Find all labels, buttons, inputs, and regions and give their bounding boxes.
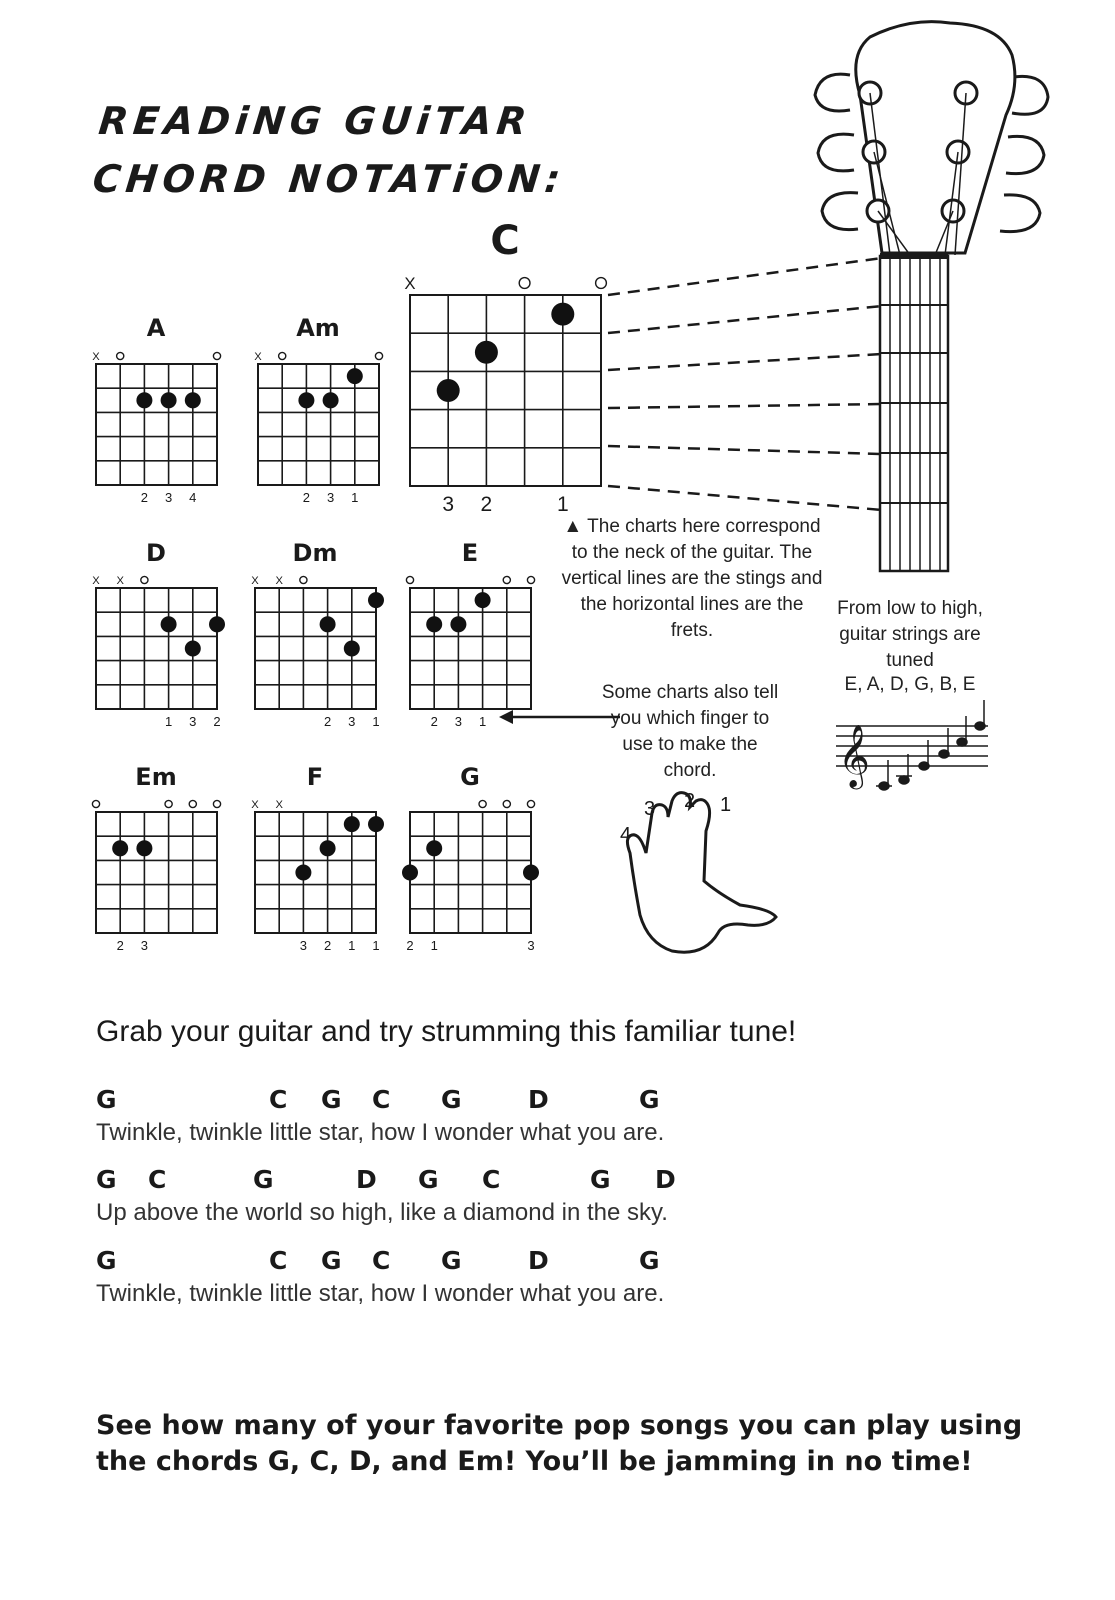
chord-f-muted-string-marker: X (251, 799, 259, 811)
chord-e-open-string-marker (527, 576, 534, 583)
chord-d-finger-dot (161, 616, 177, 632)
tune-intro: Grab your guitar and try strumming this familiar tune! (96, 1015, 797, 1048)
chord-em-open-string-marker (213, 800, 220, 807)
chord-am-finger-dot (347, 368, 363, 384)
song-chord: C (269, 1246, 288, 1275)
chord-name-am: Am (296, 314, 340, 342)
connector-lines (600, 240, 890, 530)
chord-g-open-string-marker (503, 800, 510, 807)
chord-a-finger-number: 3 (164, 490, 173, 505)
chord-g-grid (410, 812, 531, 933)
chord-a-grid (96, 364, 217, 485)
chord-a-finger-dot (185, 392, 201, 408)
chord-f-grid (255, 812, 376, 933)
hand-icon (600, 785, 790, 960)
chord-c-large-finger-dot (437, 379, 460, 402)
chord-a-open-string-marker (117, 352, 124, 359)
chord-dm-finger-dot (368, 592, 384, 608)
chord-e-finger-dot (426, 616, 442, 632)
chord-d-muted-string-marker: X (92, 575, 100, 587)
chord-f-finger-number: 1 (372, 938, 380, 953)
chord-c-large-open-string-marker (519, 278, 530, 289)
chord-d-muted-string-marker: X (116, 575, 124, 587)
chord-em-grid (96, 812, 217, 933)
chord-a-finger-dot (136, 392, 152, 408)
song-chord: G (441, 1246, 462, 1275)
chord-a-finger-number: 4 (189, 490, 197, 505)
page-title-line-1: READiNG GUiTAR (96, 99, 534, 143)
chord-am-finger-dot (298, 392, 314, 408)
chord-c-large-finger-number: 1 (556, 493, 569, 516)
chord-em-finger-number: 2 (116, 938, 124, 953)
chord-am-muted-string-marker: X (254, 351, 262, 363)
chord-e-open-string-marker (503, 576, 510, 583)
song-chord: G (590, 1165, 611, 1194)
chord-g-finger-number: 2 (406, 938, 414, 953)
chord-dm-muted-string-marker: X (275, 575, 283, 587)
chord-a-open-string-marker (213, 352, 220, 359)
chord-am-finger-number: 2 (302, 490, 311, 505)
chord-c-large-muted-string-marker: X (404, 274, 416, 293)
song-chord: D (655, 1165, 676, 1194)
chord-c-large-finger-number: 2 (480, 493, 493, 516)
song-chord: G (96, 1246, 117, 1275)
song-chord: G (96, 1165, 117, 1194)
chord-g-finger-dot (523, 865, 539, 881)
tuning-notes: E, A, D, G, B, E (844, 674, 976, 695)
chord-name-a: A (146, 314, 166, 342)
chord-am-finger-dot (323, 392, 339, 408)
chord-e-grid (410, 588, 531, 709)
chord-e-open-string-marker (406, 576, 413, 583)
chord-am-grid (258, 364, 379, 485)
song-chord: G (96, 1085, 117, 1114)
chord-am-finger-number: 3 (326, 490, 335, 505)
chord-c-large-finger-dot (551, 303, 574, 326)
chord-name-e: E (461, 539, 479, 567)
chord-f-finger-number: 3 (299, 938, 308, 953)
chord-em-finger-number: 3 (140, 938, 149, 953)
chord-d-finger-number: 2 (213, 714, 221, 729)
chord-e-finger-number: 2 (430, 714, 438, 729)
song-chord: D (528, 1085, 549, 1114)
chord-name-em: Em (135, 763, 177, 791)
chord-f-finger-dot (344, 816, 360, 832)
hand-finger-1: 1 (720, 794, 732, 816)
chord-c-large-finger-number: 3 (442, 493, 455, 516)
chord-dm-finger-number: 3 (348, 714, 356, 729)
hand-finger-3: 3 (644, 798, 656, 820)
chord-a-finger-number: 2 (140, 490, 149, 505)
chord-dm-finger-dot (320, 616, 336, 632)
chord-g-finger-number: 1 (430, 938, 438, 953)
chord-name-g: G (460, 763, 480, 791)
chord-dm-finger-number: 1 (372, 714, 380, 729)
song-line-1-lyric: Twinkle, twinkle little star, how I wonder what you are. (96, 1119, 665, 1146)
chord-d-open-string-marker (141, 576, 148, 583)
song-line-3 (96, 1246, 856, 1306)
chord-em-open-string-marker (92, 800, 99, 807)
song-chord: C (482, 1165, 501, 1194)
chord-f-finger-number: 2 (323, 938, 332, 953)
song-chord: G (639, 1085, 660, 1114)
chord-f-finger-dot (320, 840, 336, 856)
closing-message: See how many of your favorite pop songs you can play using the chords G, C, D, and Em! You’ll be jamming in no time! (96, 1410, 1023, 1477)
chord-dm-open-string-marker (300, 576, 307, 583)
chord-f-finger-dot (368, 816, 384, 832)
chord-name-c-large: C (490, 218, 520, 264)
chord-a-muted-string-marker: X (92, 351, 100, 363)
chord-d-finger-dot (185, 641, 201, 657)
song-chord: C (148, 1165, 167, 1194)
chord-a-finger-dot (161, 392, 177, 408)
page-title-line-2: CHORD NOTATiON: (90, 157, 568, 201)
chord-dm-finger-number: 2 (323, 714, 332, 729)
chord-em-open-string-marker (165, 800, 172, 807)
arrow-left-icon (495, 705, 625, 729)
song-chord: G (253, 1165, 274, 1194)
song-chord: C (372, 1085, 391, 1114)
song-chord: C (269, 1085, 288, 1114)
neck-caption: ▲ The charts here correspond to the neck of the guitar. The vertical lines are the stings and the horizontal lines are the frets. (561, 516, 823, 641)
chord-dm-finger-dot (344, 641, 360, 657)
finger-caption: Some charts also tell you which finger to use to make the chord. (601, 682, 779, 781)
chord-e-finger-number: 1 (478, 714, 487, 729)
chord-name-f: F (306, 763, 324, 791)
song-chord: G (321, 1246, 342, 1275)
chord-dm-muted-string-marker: X (251, 575, 259, 587)
chord-e-finger-number: 3 (454, 714, 463, 729)
tuning-caption: From low to high, guitar strings are tuned (837, 598, 983, 671)
chord-f-muted-string-marker: X (275, 799, 283, 811)
chord-e-finger-dot (475, 592, 491, 608)
hand-finger-2: 2 (684, 790, 696, 812)
song-chord: G (441, 1085, 462, 1114)
chord-c-large-finger-dot (475, 341, 498, 364)
hand-finger-4: 4 (620, 824, 632, 846)
song-chord: G (321, 1085, 342, 1114)
song-chord: C (372, 1246, 391, 1275)
song-chord: G (418, 1165, 439, 1194)
chord-am-open-string-marker (375, 352, 382, 359)
chord-name-d: D (146, 539, 166, 567)
chord-am-open-string-marker (279, 352, 286, 359)
chord-g-finger-dot (402, 865, 418, 881)
song-line-3-lyric: Twinkle, twinkle little star, how I wonder what you are. (96, 1280, 665, 1307)
svg-text:𝄞: 𝄞 (838, 726, 870, 786)
chord-em-finger-dot (112, 840, 128, 856)
song-chord: D (528, 1246, 549, 1275)
chord-f-finger-number: 1 (348, 938, 356, 953)
chord-e-finger-dot (450, 616, 466, 632)
song-chord: G (639, 1246, 660, 1275)
song-line-2 (96, 1165, 856, 1225)
music-staff-icon (832, 690, 992, 805)
chord-g-open-string-marker (527, 800, 534, 807)
song-chord: D (356, 1165, 377, 1194)
chord-g-finger-number: 3 (527, 938, 535, 953)
song-line-1 (96, 1085, 856, 1145)
chord-em-open-string-marker (189, 800, 196, 807)
chord-name-dm: Dm (292, 539, 338, 567)
chord-g-open-string-marker (479, 800, 486, 807)
chord-g-finger-dot (426, 840, 442, 856)
chord-d-finger-number: 1 (164, 714, 173, 729)
chord-f-finger-dot (295, 865, 311, 881)
chord-em-finger-dot (136, 840, 152, 856)
chord-d-finger-number: 3 (189, 714, 197, 729)
chord-am-finger-number: 1 (351, 490, 359, 505)
chord-d-finger-dot (209, 616, 225, 632)
song-line-2-lyric: Up above the world so high, like a diamond in the sky. (96, 1199, 668, 1226)
